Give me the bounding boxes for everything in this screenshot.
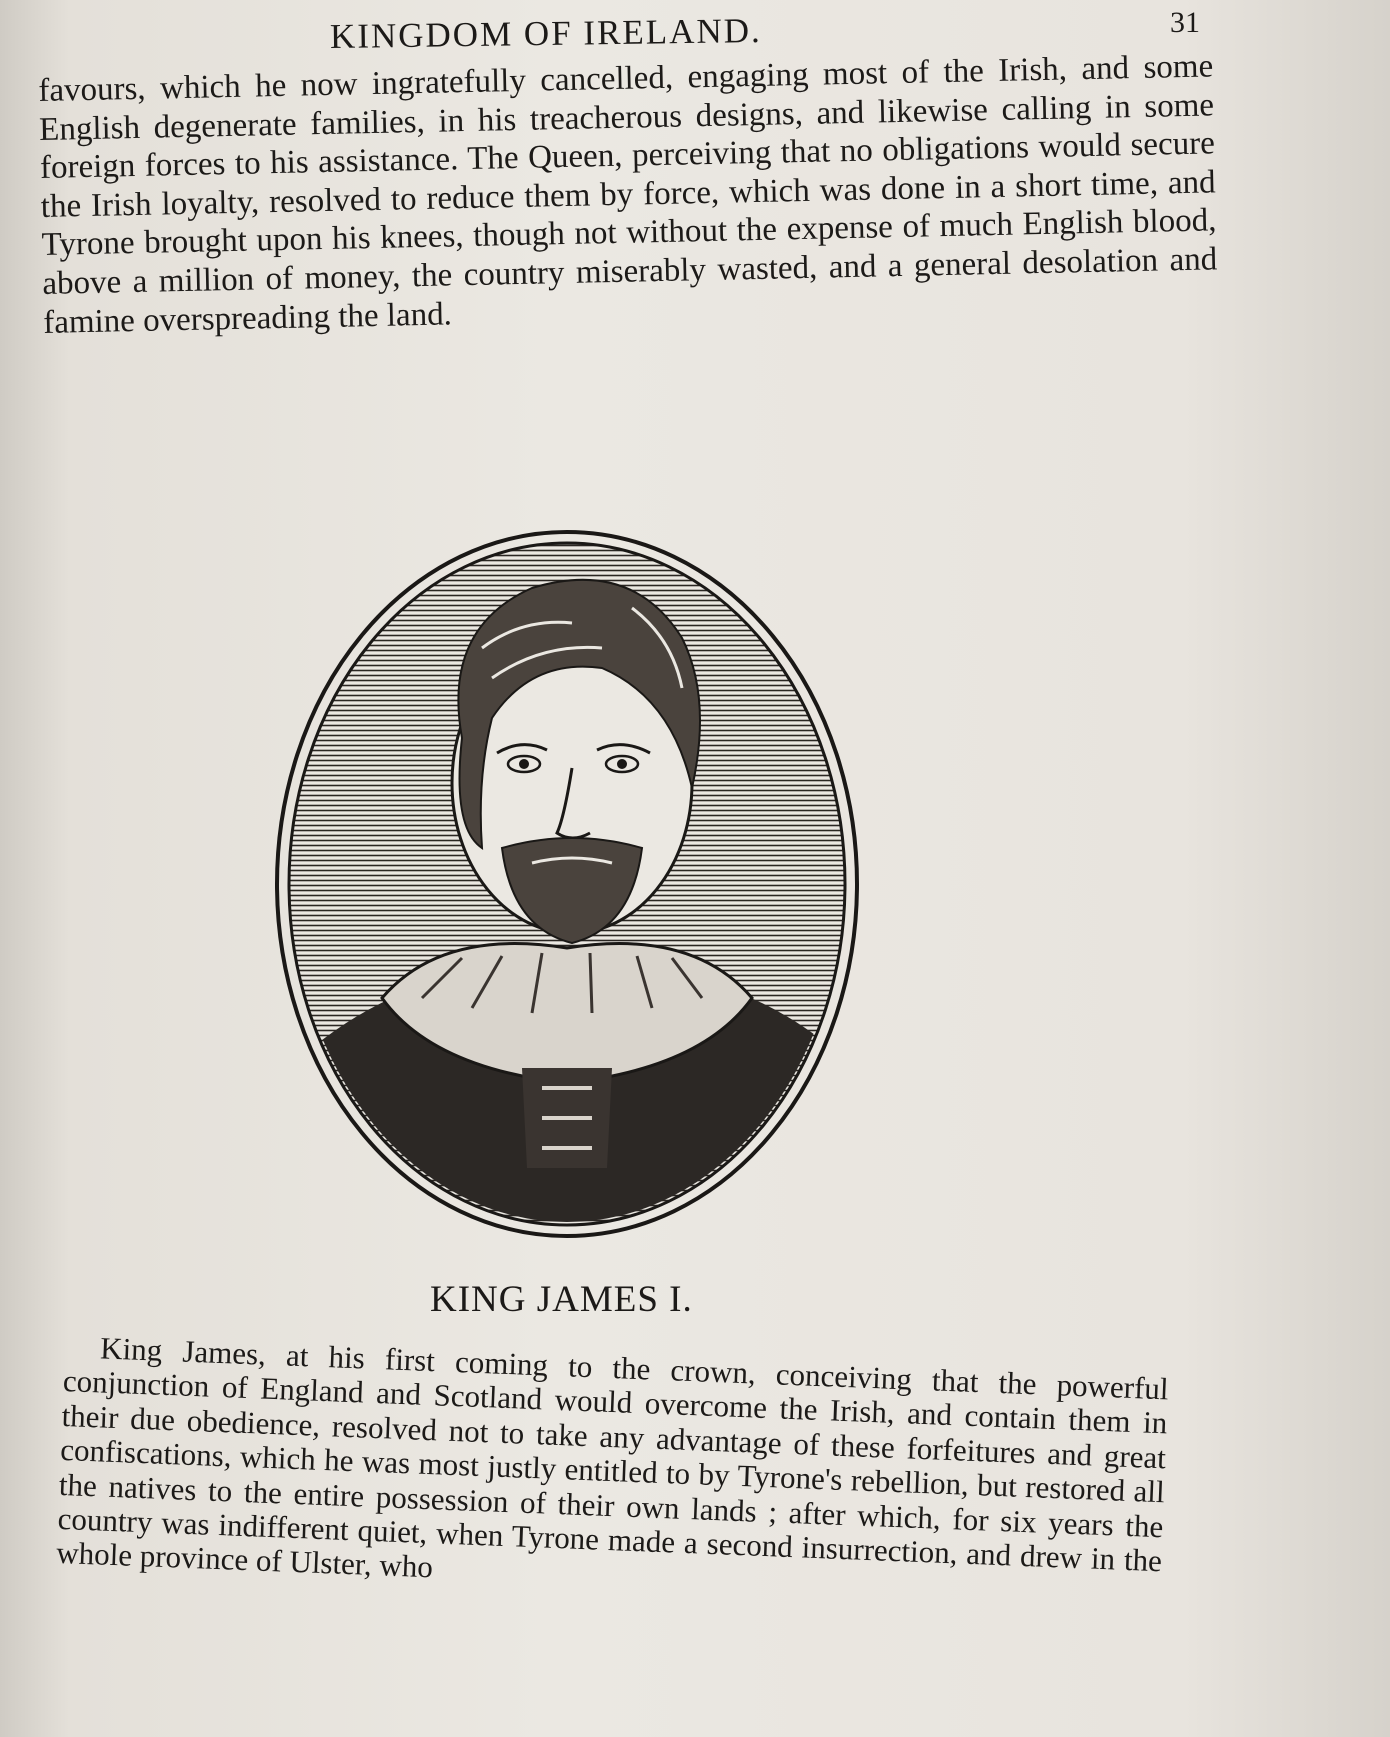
portrait-engraving [272, 528, 862, 1240]
running-head: KINGDOM OF IRELAND. [329, 10, 762, 57]
page-number: 31 [1170, 6, 1200, 39]
portrait-caption: KING JAMES I. [430, 1279, 693, 1320]
portrait-drawing [272, 528, 862, 1240]
paragraph-2: King James, at his first coming to the crown, conceiving that the powerful conjunction of England and Scotland would overcome the Irish, and contain them in their due obedience, resolved not to take any advantage of these forfeitures and great confiscations, which he was most justly entitled to by Tyrone's rebellion, but restored all the natives to the entire possession of their own lands ; after which, for six years the country was indifferent quiet, when Tyrone made a second insurrection, and drew in the whole province of Ulster, who [55, 1330, 1170, 1585]
paragraph-1: favours, which he now ingratefully cancelled, engaging most of the Irish, and some English degenerate families, in his treacherous designs, and likewise calling in some foreign forces to his assistance. The Queen, perceiving that no obligations would secure the Irish loyalty, resolved to reduce them by force, which was done in a short time, and Tyrone brought upon his knees, though not without the expense of much English blood, above a million of money, the country miserably wasted, and a general desolation and famine overspreading the land. [38, 48, 1218, 341]
